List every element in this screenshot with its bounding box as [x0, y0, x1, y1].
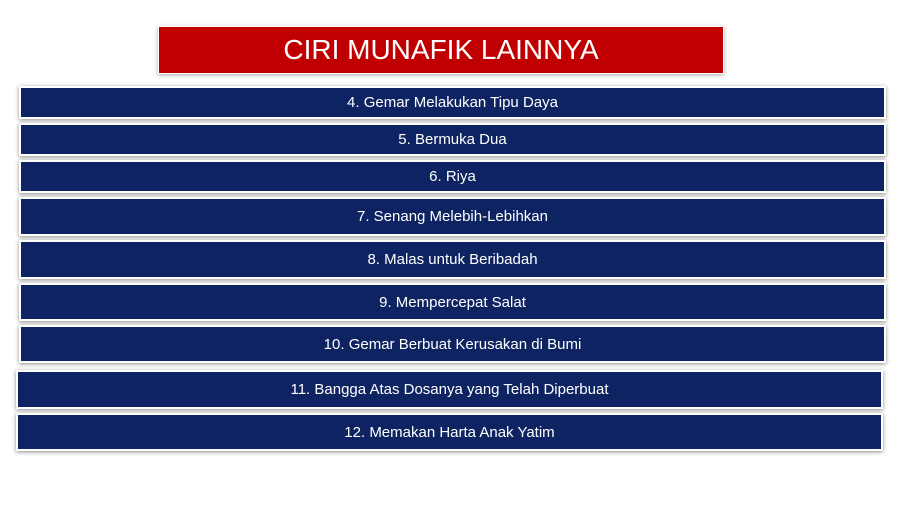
list-item-8: 8. Malas untuk Beribadah: [19, 240, 886, 279]
list-item-4: 4. Gemar Melakukan Tipu Daya: [19, 86, 886, 119]
list-item-5: 5. Bermuka Dua: [19, 123, 886, 156]
list-item-11: 11. Bangga Atas Dosanya yang Telah Diperbuat: [16, 370, 883, 409]
list-item-12: 12. Memakan Harta Anak Yatim: [16, 413, 883, 451]
list-item-9: 9. Mempercepat Salat: [19, 283, 886, 321]
list-item-6: 6. Riya: [19, 160, 886, 193]
list-item-7: 7. Senang Melebih-Lebihkan: [19, 197, 886, 236]
list-item-10: 10. Gemar Berbuat Kerusakan di Bumi: [19, 325, 886, 363]
slide-title: CIRI MUNAFIK LAINNYA: [158, 26, 724, 74]
